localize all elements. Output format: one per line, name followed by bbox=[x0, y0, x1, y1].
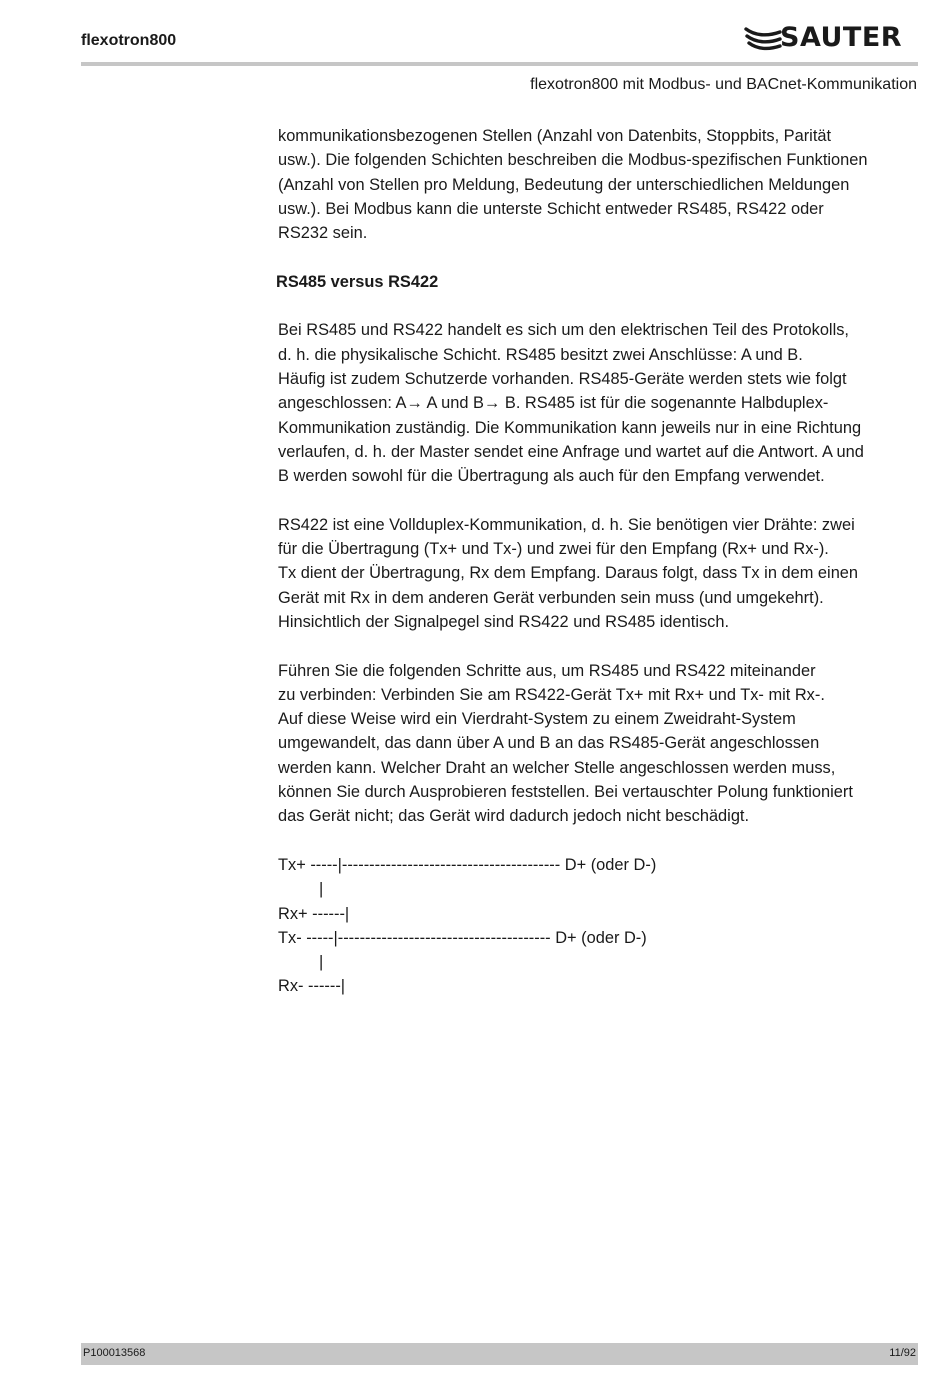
text-line: kommunikationsbezogenen Stellen (Anzahl von Datenbits, Stoppbits, Parität bbox=[278, 127, 832, 145]
text-line: angeschlossen: A→ A und B→ B. RS485 ist für die sogenannte Halbduplex- bbox=[278, 394, 829, 413]
document-subtitle: flexotron800 mit Modbus- und BACnet-Kommunikation bbox=[530, 76, 917, 93]
paragraph-steps bbox=[278, 659, 928, 829]
text-line: usw.). Die folgenden Schichten beschreiben die Modbus-spezifischen Funktionen bbox=[278, 151, 868, 170]
text-line: werden kann. Welcher Draht an welcher Stelle angeschlossen werden muss, bbox=[278, 758, 836, 777]
paragraph-rs422 bbox=[278, 513, 928, 634]
page-number: 11/92 bbox=[889, 1347, 916, 1359]
text-line: (Anzahl von Stellen pro Meldung, Bedeutung der unterschiedlichen Meldungen bbox=[278, 175, 850, 194]
text-line: Tx dient der Übertragung, Rx dem Empfang. Daraus folgt, dass Tx in dem einen bbox=[278, 564, 859, 583]
text-line: RS422 ist eine Vollduplex-Kommunikation, d. h. Sie benötigen vier Drähte: zwei bbox=[278, 515, 855, 534]
main-content bbox=[278, 124, 928, 999]
text-line: das Gerät nicht; das Gerät wird dadurch jedoch nicht beschädigt. bbox=[278, 807, 750, 826]
text-line: Bei RS485 und RS422 handelt es sich um den elektrischen Teil des Protokolls, bbox=[278, 321, 849, 340]
text-line: Häufig ist zudem Schutzerde vorhanden. RS485-Geräte werden stets wie folgt bbox=[278, 369, 847, 388]
footer-bar bbox=[81, 1343, 918, 1365]
sauter-logo bbox=[744, 20, 920, 56]
paragraph-intro bbox=[278, 124, 928, 245]
text-line: Hinsichtlich der Signalpegel sind RS422 und RS485 identisch. bbox=[278, 612, 730, 631]
text-line: Führen Sie die folgenden Schritte aus, um RS485 und RS422 miteinander bbox=[278, 661, 816, 680]
diagram-line: Tx- -----|--------------------------------------- D+ (oder D-) bbox=[278, 928, 647, 947]
diagram-line: | bbox=[278, 953, 324, 972]
text-line: Auf diese Weise wird ein Vierdraht-System zu einem Zweidraht-System bbox=[278, 710, 796, 729]
text-line: Gerät mit Rx in dem anderen Gerät verbunden sein muss (und umgekehrt). bbox=[278, 588, 824, 607]
text-line: usw.). Bei Modbus kann die unterste Schicht entweder RS485, RS422 oder bbox=[278, 199, 824, 218]
paragraph-rs485 bbox=[278, 318, 928, 488]
text-line: B werden sowohl für die Übertragung als auch für den Empfang verwendet. bbox=[278, 467, 825, 486]
text-line: d. h. die physikalische Schicht. RS485 besitzt zwei Anschlüsse: A und B. bbox=[278, 345, 803, 364]
logo-wordmark: SAUTER bbox=[780, 22, 903, 53]
text-line: für die Übertragung (Tx+ und Tx-) und zwei für den Empfang (Rx+ und Rx-). bbox=[278, 540, 829, 559]
text-line: können Sie durch Ausprobieren feststellen. Bei vertauschter Polung funktioniert bbox=[278, 783, 853, 802]
text-line: zu verbinden: Verbinden Sie am RS422-Gerät Tx+ mit Rx+ und Tx- mit Rx-. bbox=[278, 685, 825, 704]
diagram-line: | bbox=[278, 880, 324, 899]
document-number: P100013568 bbox=[83, 1347, 146, 1359]
sauter-wave-icon bbox=[744, 25, 782, 53]
text-line: umgewandelt, das dann über A und B an das RS485-Gerät angeschlossen bbox=[278, 734, 820, 753]
diagram-line: Tx+ -----|---------------------------------------- D+ (oder D-) bbox=[278, 855, 657, 874]
header-rule bbox=[81, 62, 918, 66]
wiring-diagram bbox=[278, 853, 928, 999]
diagram-line: Rx+ ------| bbox=[278, 904, 350, 923]
text-line: verlaufen, d. h. der Master sendet eine Anfrage und wartet auf die Antwort. A und bbox=[278, 442, 864, 461]
product-name: flexotron800 bbox=[81, 32, 177, 49]
section-heading: RS485 versus RS422 bbox=[276, 272, 439, 291]
diagram-line: Rx- ------| bbox=[278, 977, 346, 996]
text-line: RS232 sein. bbox=[278, 224, 368, 243]
text-line: Kommunikation zuständig. Die Kommunikation kann jeweils nur in eine Richtung bbox=[278, 418, 862, 437]
